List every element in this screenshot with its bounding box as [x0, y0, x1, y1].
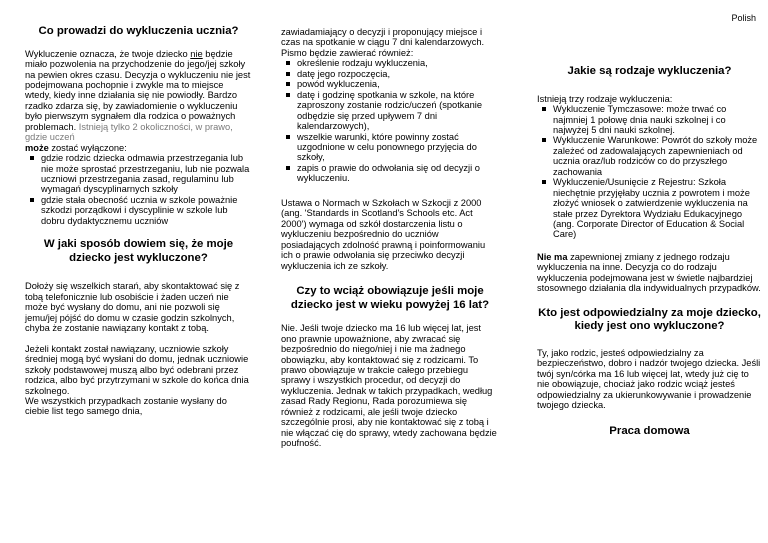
text-part: zapewnionej zmiany z jednego rodzaju wykluczenia na inne. Decyzja co do rodzaju wykluczenia podejmowana jest w świetle najbardziej stosownego działania dla indywidualnych przypadków.	[537, 251, 761, 294]
text-underlined: nie	[190, 48, 203, 59]
text-bold: może	[25, 142, 49, 153]
text-gray: Istnieją tylko 2 okoliczności, w prawo, gdzie uczeń	[25, 121, 233, 143]
letter-contents-list	[281, 58, 499, 183]
exclusion-circumstances-list	[25, 153, 252, 226]
text-bold: Nie ma	[537, 251, 568, 262]
paragraph-contact: Dołoży się wszelkich starań, aby skontaktować się z tobą telefonicznie lub osobiście i żaden uczeń nie może być wysłany do domu, ani nie pozwoli się jemu/jej pójść do domu w czasie godzin szkolnych, chyba że zostanie nawiązany kontakt z tobą.	[25, 281, 240, 334]
column-1	[25, 0, 252, 417]
paragraph-exclusion-meaning	[25, 49, 252, 154]
heading-over-16: Czy to wciąż obowiązuje jeśli moje dziecko jest w wieku powyżej 16 lat?	[290, 284, 490, 311]
paragraph-sent-home: Jeżeli kontakt został nawiązany, uczniowie szkoły średniej mogą być wysłani do domu, jednak uczniowie szkoły podstawowej muszą albo być odebrani przez rodzica, albo być przytrzymani w szkole do końca dnia szkolnego.	[25, 343, 249, 396]
text-part: będzie miało pozwolenia na przychodzenie do jego/jej szkoły na pewien okres czasu. Decyzja o wykluczeniu nie jest podejmowana pochopnie i zwykle ma to miejsce wtedy, kiedy inne działania się nie powiodły. Bardzo rzadko zdarza się, by zawiadomienie o wykluczeniu było pierwszym sygnałem dla rodzica o poważnych problemach.	[25, 48, 251, 132]
paragraph-letter-contents: zawiadamiający o decyzji i proponujący miejsce i czas na spotkanie w ciągu 7 dni kalendarzowych. Pismo będzie zawierać również:	[281, 27, 485, 58]
paragraph-over-16: Nie. Jeśli twoje dziecko ma 16 lub więcej lat, jest ono prawnie upoważnione, aby zwracać się bezpośrednio do niego/niej i nie ma żadnego obowiązku, aby kontaktować się z rodzicami. To prawo obowiązuje w trakcie całego przebiegu sprawy i wszystkich procedur, od decyzji do wykluczenia. Jednak w takich przypadkach, według zasad Rady Regionu, Rada porozumiewa się również z rodzicami, ale jeśli twoje dziecko szczególnie prosi, aby nie kontaktować się z tobą i nie włączać cię do sprawy, wtedy zachowana będzie poufność.	[281, 323, 497, 449]
heading-responsibility: Kto jest odpowiedzialny za moje dziecko, kiedy jest ono wykluczone?	[538, 306, 761, 333]
text-part: zostać wyłączone:	[48, 142, 127, 153]
list-item: datę jego rozpoczęcia,	[281, 69, 499, 79]
heading-exclusion-reasons: Co prowadzi do wykluczenia ucznia?	[38, 25, 239, 37]
list-item: gdzie stała obecność ucznia w szkole poważnie szkodzi porządkowi i dyscyplinie w szkole lub dobru dydaktycznemu uczniów	[25, 195, 252, 226]
paragraph-types-intro: Istnieją trzy rodzaje wykluczenia:	[537, 93, 673, 104]
language-label: Polish	[731, 13, 756, 23]
paragraph-letter: We wszystkich przypadkach zostanie wysłany do ciebie list tego samego dnia,	[25, 396, 227, 417]
list-item: datę i godzinę spotkania w szkole, na które zaproszony zostanie rodzic/uczeń (spotkanie odbędzie się przed upływem 7 dni kalendarzowych),	[281, 90, 499, 132]
list-item: Wykluczenie Warunkowe: Powrót do szkoły może zależeć od zadowalających zapewnieniach od ucznia oraz/lub rodziców co do przyszłego zachowania	[537, 135, 762, 177]
text-part: Wykluczenie oznacza, że twoje dziecko	[25, 48, 191, 59]
paragraph-no-change	[537, 252, 762, 294]
heading-how-informed: W jaki sposób dowiem się, że moje dziecko jest wykluczone?	[43, 238, 234, 264]
heading-homework: Praca domowa	[609, 424, 690, 437]
list-item: Wykluczenie Tymczasowe: może trwać co najmniej 1 połowę dnia nauki szkolnej i co najwyżej 5 dni nauki szkolnej.	[537, 104, 762, 135]
list-item: określenie rodzaju wykluczenia,	[281, 58, 499, 68]
list-item: Wykluczenie/Usunięcie z Rejestru: Szkoła niechętnie przyjęłaby ucznia z powrotem i może złożyć wniosek o zatwierdzenie wykluczenia na stałe przez Dyrektora Wydziału Edukacyjnego (ang. Corporate Director of Education & Social Care)	[537, 177, 762, 240]
paragraph-standards-act: Ustawa o Normach w Szkołach w Szkocji z 2000 (ang. 'Standards in Scotland's Schools etc. Act 2000') wymaga od szkół dostarczenia listu o wykluczeniu bezpośrednio do uczniów posiadających zdolność prawną i poinformowaniu ich o prawie odwołania się przeciwko decyzji wykluczenia ich ze szkoły.	[281, 197, 486, 271]
list-item: wszelkie warunki, które powinny zostać uzgodnione w celu ponownego przyjęcia do szkoły,	[281, 132, 499, 163]
column-3	[537, 0, 762, 438]
list-item: gdzie rodzic dziecka odmawia przestrzegania lub nie może sprostać przestrzeganiu, lub nie pozwala uczniowi przestrzegania zasad, regulaminu lub wymagań dyscyplinarnych szkoły	[25, 153, 252, 195]
column-2	[281, 0, 499, 449]
heading-exclusion-types: Jakie są rodzaje wykluczenia?	[567, 65, 732, 77]
paragraph-responsibility: Ty, jako rodzic, jesteś odpowiedzialny za bezpieczeństwo, dobro i nadzór twojego dziecka. Jeśli twój syn/córka ma 16 lub więcej lat, wtedy już cię to nie obowiązuje, chociaż jako rodzic wciąż jesteś odpowiedzialny za ukierunkowywanie i prowadzenie twojego dziecka.	[537, 347, 761, 411]
list-item: powód wykluczenia,	[281, 79, 499, 89]
exclusion-types-list	[537, 104, 762, 240]
list-item: zapis o prawie do odwołania się od decyzji o wykluczeniu.	[281, 163, 499, 184]
